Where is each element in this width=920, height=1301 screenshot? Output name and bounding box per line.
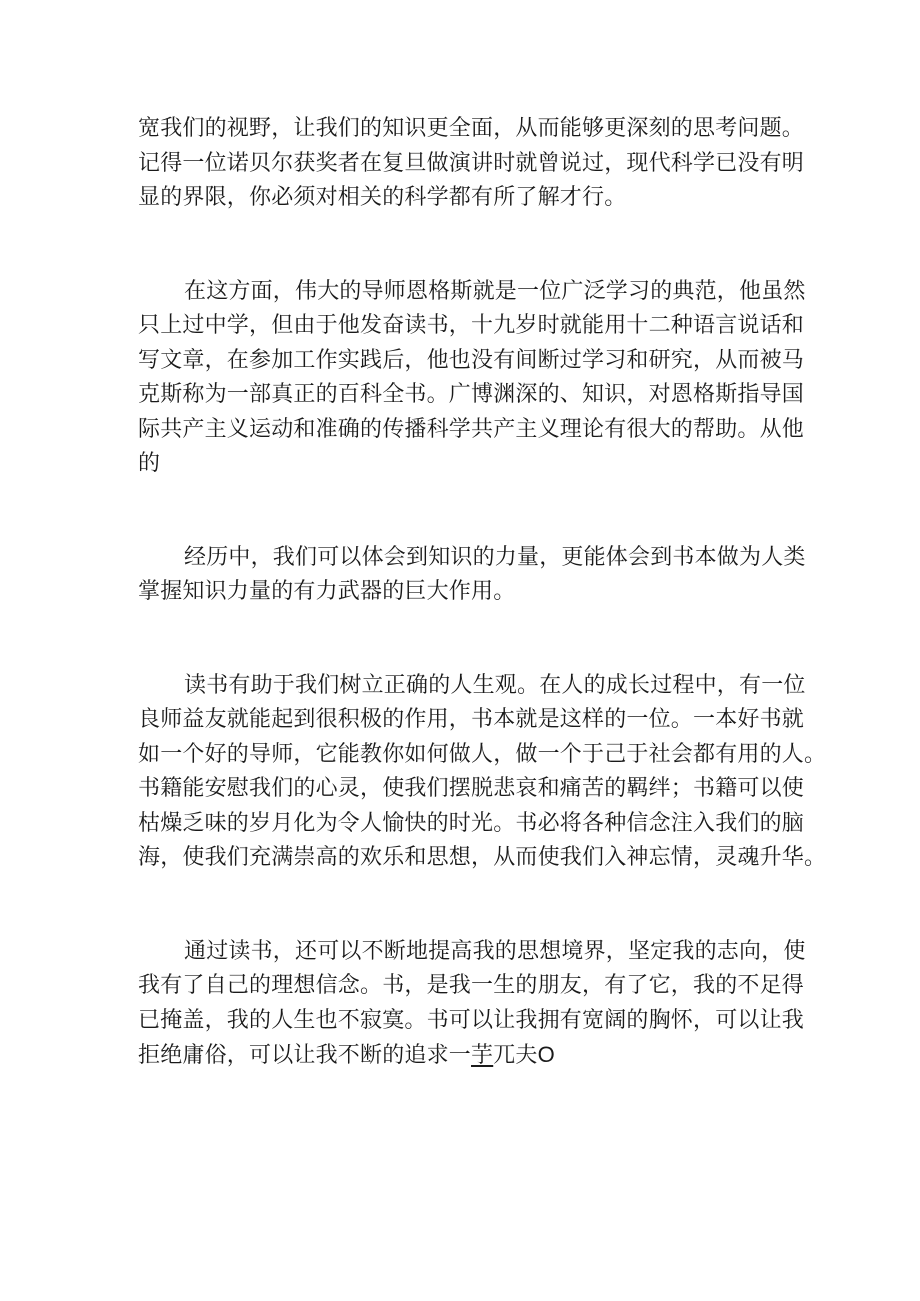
paragraph-1 <box>138 112 805 216</box>
text-line: 际共产主义运动和准确的传播科学共产主义理论有很大的帮助。从他 <box>138 416 805 442</box>
text-line: 只上过中学，但由于他发奋读书，十九岁时就能用十二种语言说话和 <box>138 313 805 338</box>
text-line: 通过读书，还可以不断地提高我的思想境界，坚定我的志向，使 <box>184 938 806 964</box>
text-line: 读书有助于我们树立正确的人生观。在人的成长过程中，有一位 <box>184 672 806 698</box>
final-end-mark: O <box>537 1042 555 1067</box>
document-body <box>138 112 827 1073</box>
text-line: 如一个好的导师，它能教你如何做人，做一个于己于社会都有用的人。 <box>138 741 827 767</box>
text-line: 枯燥乏味的岁月化为令人愉快的时光。书必将各种信念注入我们的脑 <box>138 810 805 836</box>
text-line: 书籍能安慰我们的心灵，使我们摆脱悲哀和痛苦的羁绊；书籍可以使 <box>138 776 805 801</box>
text-line: 掌握知识力量的有力武器的巨大作用。 <box>138 579 516 604</box>
final-line-text: 拒绝庸俗，可以让我不断的追求一 <box>138 1043 472 1068</box>
paragraph-5 <box>138 935 806 1073</box>
text-line: 记得一位诺贝尔获奖者在复旦做演讲时就曾说过，现代科学已没有明 <box>138 150 805 176</box>
paragraph-3 <box>138 541 806 610</box>
paragraph-2 <box>138 275 806 482</box>
text-line: 显的界限，你必须对相关的科学都有所了解才行。 <box>138 185 627 210</box>
paragraph-4 <box>138 669 827 876</box>
final-line-tail: 兀夫 <box>493 1043 538 1068</box>
text-line: 海，使我们充满崇高的欢乐和思想，从而使我们入神忘情，灵魂升华。 <box>138 845 827 870</box>
underlined-character: 芋 <box>471 1043 494 1068</box>
text-line: 经历中，我们可以体会到知识的力量，更能体会到书本做为人类 <box>184 544 806 570</box>
text-line: 宽我们的视野，让我们的知识更全面，从而能够更深刻的思考问题。 <box>138 116 805 141</box>
text-line: 已掩盖，我的人生也不寂寞。书可以让我拥有宽阔的胸怀，可以让我 <box>138 1007 805 1033</box>
text-line: 在这方面，伟大的导师恩格斯就是一位广泛学习的典范，他虽然 <box>184 278 806 304</box>
text-line: 我有了自己的理想信念。书，是我一生的朋友，有了它，我的不足得 <box>138 973 805 998</box>
final-text-line <box>138 1038 798 1073</box>
text-line: 克斯称为一部真正的百科全书。广博渊深的、知识，对恩格斯指导国 <box>138 382 805 407</box>
text-line: 良师益友就能起到很积极的作用，书本就是这样的一位。一本好书就 <box>138 707 805 732</box>
text-line: 的 <box>138 451 161 476</box>
text-line: 写文章，在参加工作实践后，他也没有间断过学习和研究，从而被马 <box>138 347 805 373</box>
